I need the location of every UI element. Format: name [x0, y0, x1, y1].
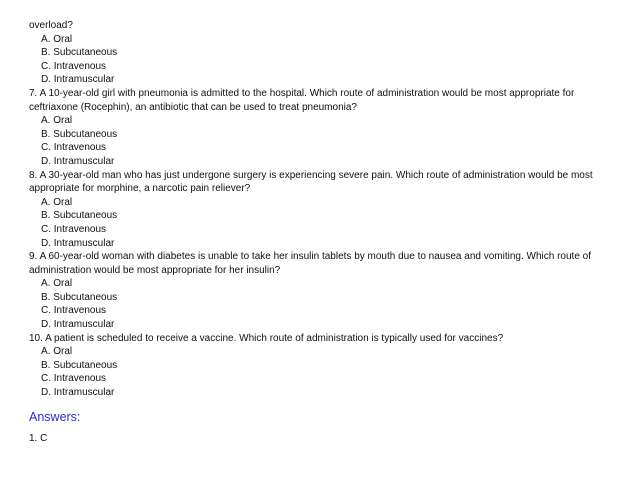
question-8 [29, 169, 599, 251]
option-d: D. Intramuscular [41, 387, 115, 399]
answer-item: 1. C [29, 432, 48, 444]
question-text-tail: overload? [29, 20, 73, 31]
option-a: A. Oral [41, 115, 73, 127]
option-c: C. Intravenous [41, 223, 107, 235]
option-b: B. Subcutaneous [41, 359, 118, 371]
option-c: C. Intravenous [41, 60, 107, 72]
option-b: B. Subcutaneous [41, 128, 118, 140]
option-d: D. Intramuscular [41, 155, 115, 167]
question-9 [29, 250, 599, 332]
document-body [29, 19, 599, 445]
option-b: B. Subcutaneous [41, 210, 118, 222]
answers-heading: Answers: [29, 409, 81, 424]
question-7 [29, 87, 599, 169]
option-b: B. Subcutaneous [41, 291, 118, 303]
option-c: C. Intravenous [41, 142, 107, 154]
option-d: D. Intramuscular [41, 74, 115, 86]
question-text: 7. A 10-year-old girl with pneumonia is admitted to the hospital. Which route of administration would be most appropriate for ceftriaxone (Rocephin), an antibiotic that can be used to treat pneumonia? [29, 87, 575, 113]
option-a: A. Oral [41, 33, 73, 45]
option-c: C. Intravenous [41, 305, 107, 317]
option-c: C. Intravenous [41, 373, 107, 385]
option-a: A. Oral [41, 278, 73, 290]
option-b: B. Subcutaneous [41, 47, 118, 59]
option-a: A. Oral [41, 346, 73, 358]
option-d: D. Intramuscular [41, 237, 115, 249]
question-text: 8. A 30-year-old man who has just undergone surgery is experiencing severe pain. Which route of administration would be most appropriate for morphine, a narcotic pain reliever? [29, 169, 593, 195]
option-a: A. Oral [41, 196, 73, 208]
question-text: 9. A 60-year-old woman with diabetes is unable to take her insulin tablets by mouth due to nausea and vomiting. Which route of administration would be most appropriate for her insulin? [29, 251, 591, 276]
question-6-continuation [29, 19, 599, 87]
question-10 [29, 332, 599, 400]
option-d: D. Intramuscular [41, 319, 115, 331]
question-text: 10. A patient is scheduled to receive a vaccine. Which route of administration is typically used for vaccines? [29, 332, 504, 344]
